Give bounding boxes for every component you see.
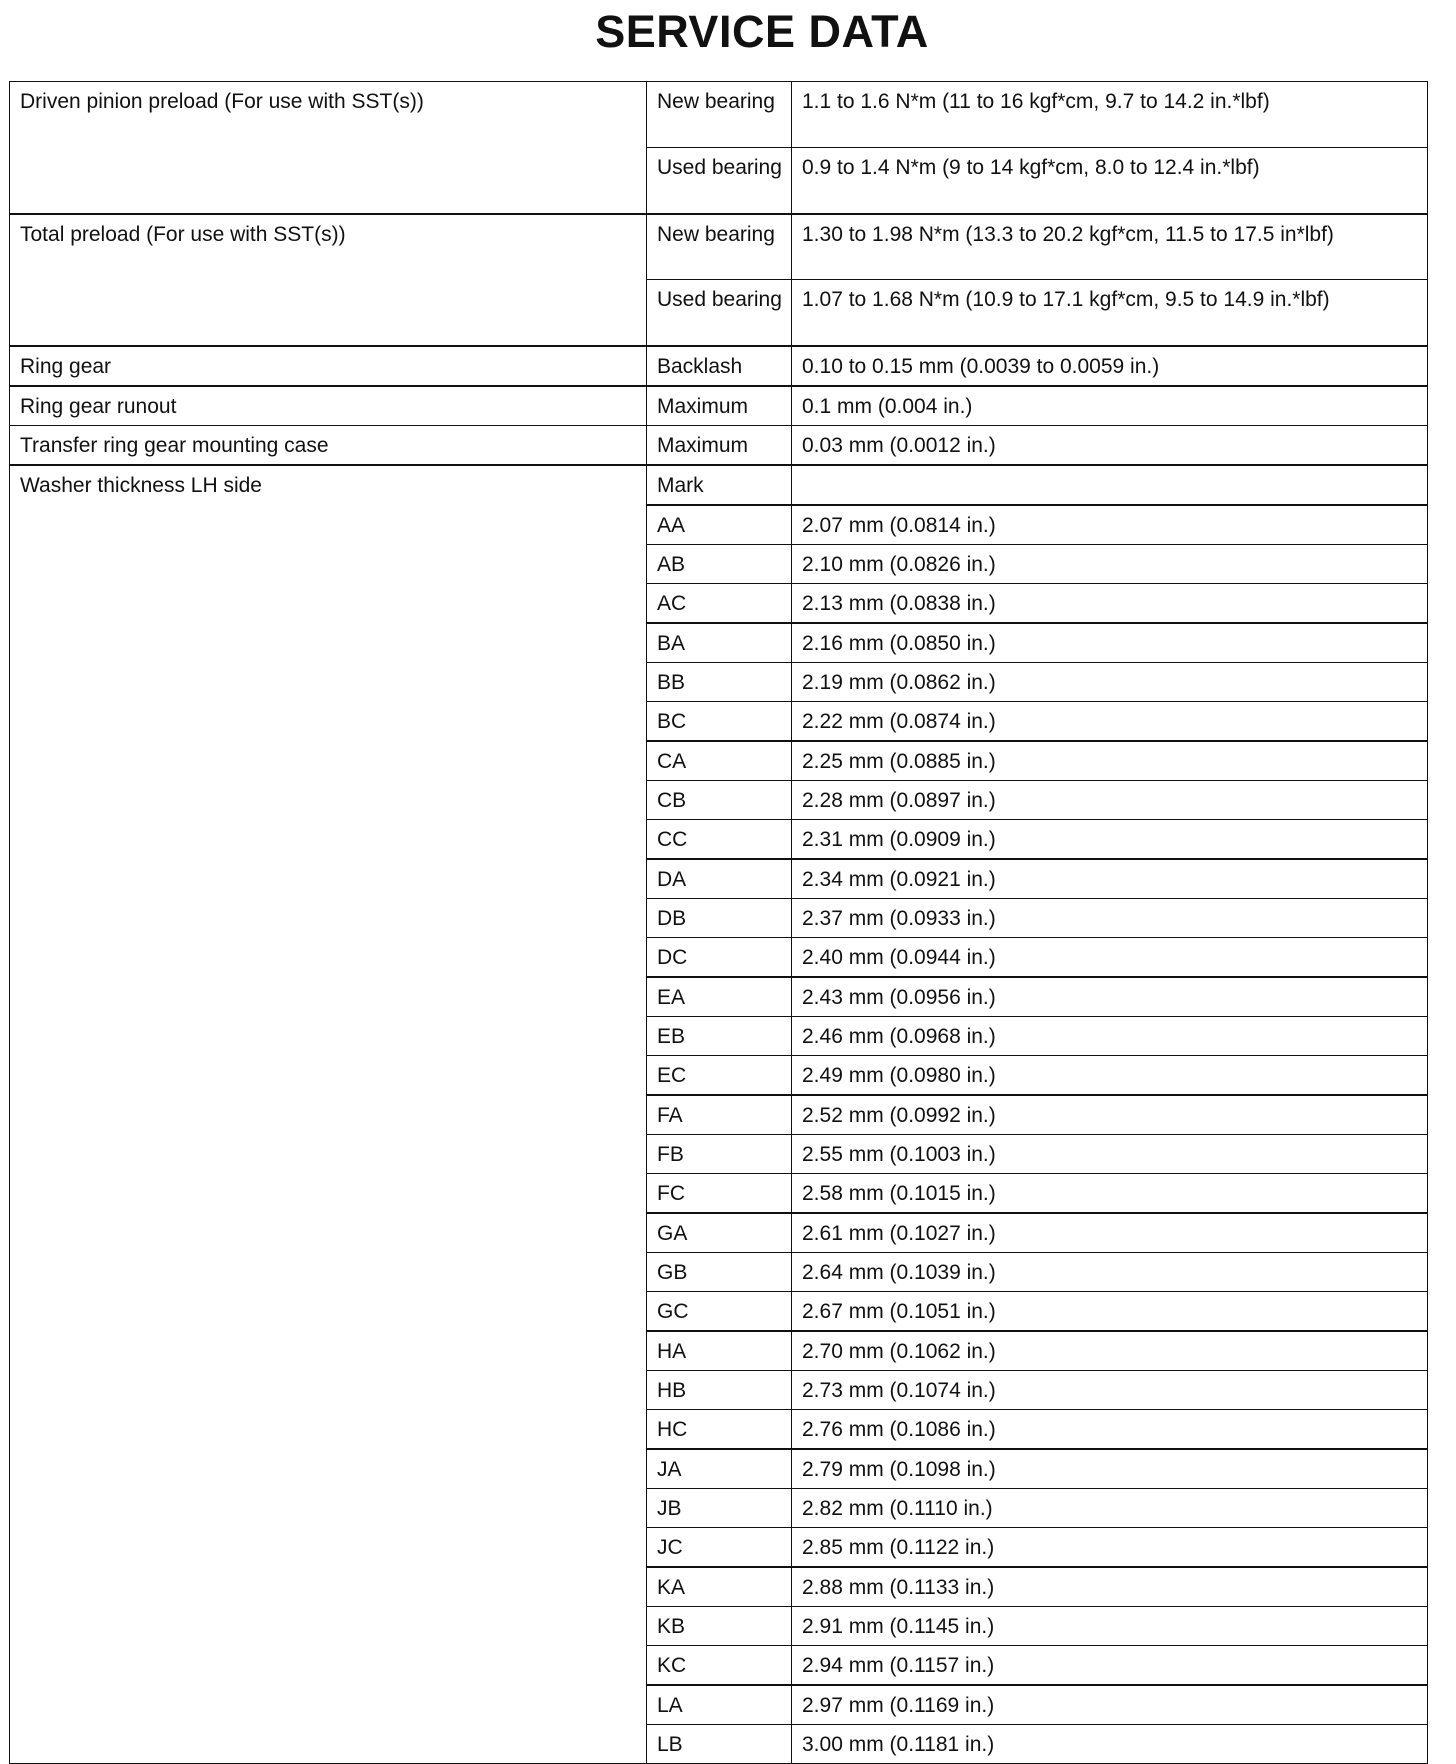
condition-cell: Maximum [647,425,792,465]
table-row [10,82,1428,148]
service-data-table-body [10,82,1428,1764]
mark-cell: DC [647,937,792,977]
mark-cell: AB [647,544,792,583]
mark-cell: CA [647,741,792,781]
mark-cell: CB [647,780,792,819]
service-data-table [9,81,1428,1764]
item-cell: Ring gear [10,346,647,386]
mark-cell: AC [647,583,792,623]
mark-cell: DB [647,898,792,937]
mark-cell: FA [647,1095,792,1135]
thickness-cell: 2.85 mm (0.1122 in.) [792,1527,1428,1567]
thickness-cell: 2.25 mm (0.0885 in.) [792,741,1428,781]
thickness-cell: 2.19 mm (0.0862 in.) [792,662,1428,701]
thickness-cell: 2.70 mm (0.1062 in.) [792,1331,1428,1371]
condition-cell [647,148,792,214]
table-row [10,386,1428,426]
thickness-cell: 2.76 mm (0.1086 in.) [792,1409,1428,1449]
table-row [10,425,1428,465]
item-cell: Driven pinion preload (For use with SST(s)) [10,82,647,214]
thickness-cell: 2.97 mm (0.1169 in.) [792,1685,1428,1725]
condition-label: New bearing [657,90,775,113]
mark-cell: JB [647,1488,792,1527]
condition-cell [647,214,792,280]
thickness-cell: 2.16 mm (0.0850 in.) [792,623,1428,663]
condition-label: Used bearing [657,156,782,179]
mark-cell: LB [647,1724,792,1763]
thickness-cell: 2.52 mm (0.0992 in.) [792,1095,1428,1135]
mark-cell: HC [647,1409,792,1449]
thickness-cell: 2.88 mm (0.1133 in.) [792,1567,1428,1607]
mark-cell: BA [647,623,792,663]
mark-cell: GA [647,1213,792,1253]
thickness-cell: 2.46 mm (0.0968 in.) [792,1016,1428,1055]
mark-cell: HA [647,1331,792,1371]
thickness-cell: 2.82 mm (0.1110 in.) [792,1488,1428,1527]
thickness-cell: 2.67 mm (0.1051 in.) [792,1291,1428,1331]
mark-cell: GB [647,1252,792,1291]
table-row [10,214,1428,280]
mark-cell: EB [647,1016,792,1055]
item-cell: Total preload (For use with SST(s)) [10,214,647,346]
thickness-cell: 2.43 mm (0.0956 in.) [792,977,1428,1017]
thickness-cell: 2.13 mm (0.0838 in.) [792,583,1428,623]
mark-cell: HB [647,1370,792,1409]
thickness-cell: 2.55 mm (0.1003 in.) [792,1134,1428,1173]
condition-cell [647,280,792,346]
condition-cell [647,82,792,148]
thickness-cell: 2.31 mm (0.0909 in.) [792,819,1428,859]
thickness-cell: 2.34 mm (0.0921 in.) [792,859,1428,899]
thickness-cell: 2.64 mm (0.1039 in.) [792,1252,1428,1291]
page-title: SERVICE DATA [595,6,929,57]
condition-label: Used bearing [657,288,782,311]
mark-cell: JC [647,1527,792,1567]
thickness-cell: 2.94 mm (0.1157 in.) [792,1645,1428,1685]
spec-cell: 1.30 to 1.98 N*m (13.3 to 20.2 kgf*cm, 11.5 to 17.5 in*lbf) [792,214,1428,280]
spec-cell: 0.9 to 1.4 N*m (9 to 14 kgf*cm, 8.0 to 12.4 in.*lbf) [792,148,1428,214]
mark-cell: KA [647,1567,792,1607]
thickness-cell: 2.79 mm (0.1098 in.) [792,1449,1428,1489]
mark-header-cell: Mark [647,465,792,505]
mark-cell: BB [647,662,792,701]
spec-cell: 0.1 mm (0.004 in.) [792,386,1428,426]
mark-cell: LA [647,1685,792,1725]
table-row [10,346,1428,386]
mark-cell: DA [647,859,792,899]
mark-cell: FC [647,1173,792,1213]
mark-cell: EC [647,1055,792,1095]
thickness-cell: 2.91 mm (0.1145 in.) [792,1606,1428,1645]
thickness-cell: 2.73 mm (0.1074 in.) [792,1370,1428,1409]
thickness-cell: 2.37 mm (0.0933 in.) [792,898,1428,937]
mark-cell: KB [647,1606,792,1645]
thickness-cell: 2.10 mm (0.0826 in.) [792,544,1428,583]
spec-cell: 1.07 to 1.68 N*m (10.9 to 17.1 kgf*cm, 9.5 to 14.9 in.*lbf) [792,280,1428,346]
mark-cell: BC [647,701,792,741]
table-row [10,465,1428,505]
item-cell: Ring gear runout [10,386,647,426]
thickness-cell: 3.00 mm (0.1181 in.) [792,1724,1428,1763]
thickness-cell: 2.58 mm (0.1015 in.) [792,1173,1428,1213]
mark-cell: JA [647,1449,792,1489]
mark-cell: KC [647,1645,792,1685]
mark-cell: FB [647,1134,792,1173]
item-cell: Transfer ring gear mounting case [10,425,647,465]
spec-cell: 0.03 mm (0.0012 in.) [792,425,1428,465]
thickness-cell: 2.49 mm (0.0980 in.) [792,1055,1428,1095]
condition-cell: Maximum [647,386,792,426]
spec-cell: 0.10 to 0.15 mm (0.0039 to 0.0059 in.) [792,346,1428,386]
thickness-cell: 2.40 mm (0.0944 in.) [792,937,1428,977]
condition-cell: Backlash [647,346,792,386]
thickness-cell: 2.61 mm (0.1027 in.) [792,1213,1428,1253]
spec-cell: 1.1 to 1.6 N*m (11 to 16 kgf*cm, 9.7 to 14.2 in.*lbf) [792,82,1428,148]
thickness-cell: 2.28 mm (0.0897 in.) [792,780,1428,819]
mark-cell: CC [647,819,792,859]
item-cell: Washer thickness LH side [10,465,647,1764]
thickness-cell: 2.22 mm (0.0874 in.) [792,701,1428,741]
mark-cell: AA [647,505,792,545]
mark-cell: GC [647,1291,792,1331]
mark-cell: EA [647,977,792,1017]
condition-label: New bearing [657,222,775,246]
thickness-header-cell [792,465,1428,505]
thickness-cell: 2.07 mm (0.0814 in.) [792,505,1428,545]
